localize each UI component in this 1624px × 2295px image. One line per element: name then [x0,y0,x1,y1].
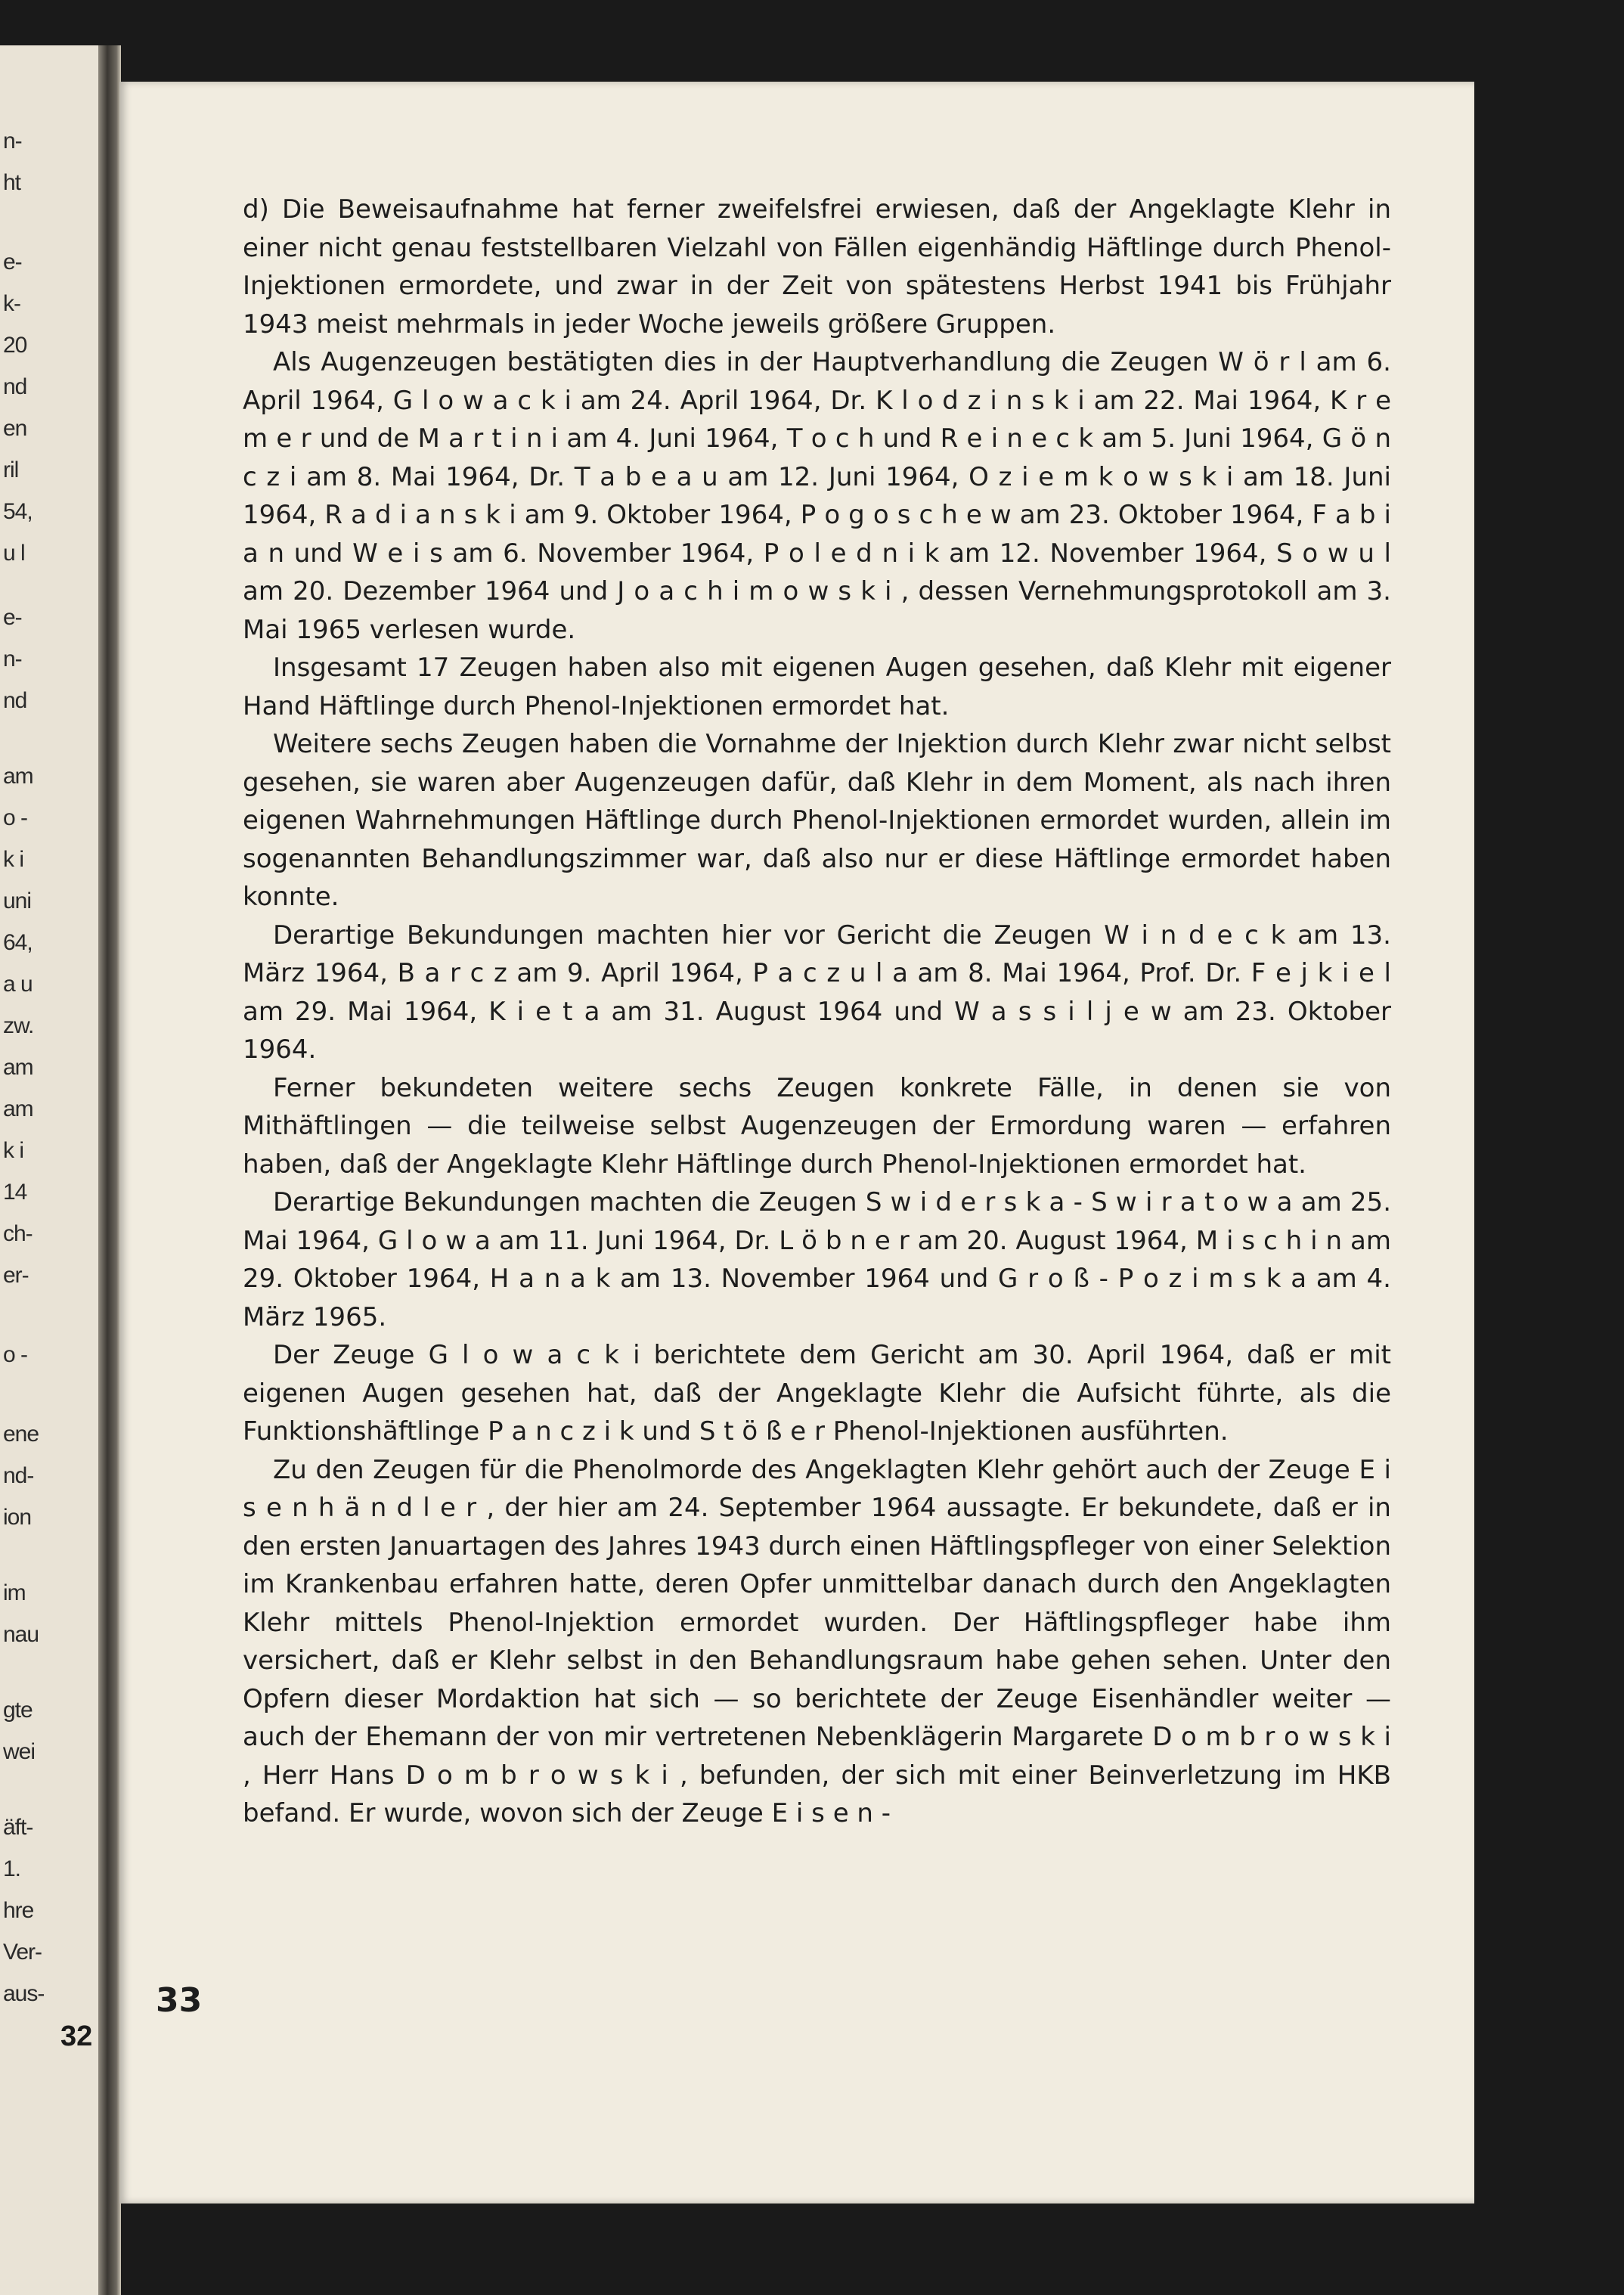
left-page-fragment: nau [3,1622,39,1647]
paragraph: d) Die Beweisaufnahme hat ferner zweifelsfrei erwiesen, daß der Angeklagte Klehr in einer nicht genau feststellbaren Vielzahl von Fällen eigenhändig Häftlinge durch Phenol-Injektionen ermordete, und zwar in der Zeit von spätestens Herbst 1941 bis Frühjahr 1943 meist mehrmals in jeder Woche jeweils größere Gruppen. [243,194,1391,340]
left-page-fragment: ion [3,1505,32,1530]
paragraph: Derartige Bekundungen machten die Zeugen S w i d e r s k a - S w i r a t o w a am 25. Mai 1964, G l o w a am 11. Juni 1964, Dr. L ö b n e r am 20. August 1964, M i s c h i n am 29. Oktober 1964, H a n a k am 13. November 1964 und G r o ß - P o z i m s k a am 4. März 1965. [243,1187,1391,1332]
left-page-edge [0,45,100,2295]
left-page-fragment: o - [3,805,28,830]
left-page-fragment: a u [3,972,33,997]
left-page-fragment: ene [3,1422,39,1447]
left-page-fragment: k i [3,847,23,872]
left-page-fragment: am [3,764,33,789]
left-page-fragment: ch- [3,1221,33,1246]
left-page-fragment: wei [3,1739,36,1764]
left-page-fragment: 1. [3,1856,21,1881]
left-page-fragment: hre [3,1898,34,1923]
left-page-fragment: nd- [3,1463,34,1488]
left-page-fragment: o - [3,1342,28,1367]
left-page-number: 32 [60,2021,93,2052]
left-page-fragment: ht [3,170,21,195]
paragraph: Ferner bekundeten weitere sechs Zeugen konkrete Fälle, in denen sie von Mithäftlingen — die teilweise selbst Augenzeugen der Ermordung waren — erfahren haben, daß der Angeklagte Klehr Häftlinge durch Phenol-Injektionen ermordet hat. [243,1072,1391,1180]
page-number: 33 [156,1981,203,2020]
paragraph: Derartige Bekundungen machten hier vor Gericht die Zeugen W i n d e c k am 13. März 1964, B a r c z am 9. April 1964, P a c z u l a am 8. Mai 1964, Prof. Dr. F e j k i e l am 29. Mai 1964, K i e t a am 31. August 1964 und W a s s i l j e w am 23. Oktober 1964. [243,920,1391,1065]
left-page-fragment: uni [3,889,32,913]
left-page-fragment: nd [3,374,27,399]
left-page-fragment: 20 [3,333,27,358]
left-page-fragment: Ver- [3,1940,42,1965]
left-page-fragment: ril [3,457,19,482]
left-page-fragment: aus- [3,1981,45,2006]
left-page-fragment: n- [3,647,22,671]
body-text [243,191,1391,1833]
left-page-fragment: nd [3,688,27,713]
paragraph: Der Zeuge G l o w a c k i berichtete dem Gericht am 30. April 1964, daß er mit eigenen Augen gesehen hat, daß der Angeklagte Klehr die Aufsicht führte, als die Funktionshäftlinge P a n c z i k und S t ö ß e r Phenol-Injektionen ausführten. [243,1340,1391,1447]
left-page-fragment: zw. [3,1013,34,1038]
paragraph: Zu den Zeugen für die Phenolmorde des Angeklagten Klehr gehört auch der Zeuge E i s e n h ä n d l e r , der hier am 24. September 1964 aussagte. Er bekundete, daß er in den ersten Januartagen des Jahres 1943 durch einen Häftlingspfleger von einer Selektion im Krankenbau erfahren hatte, deren Opfer unmittelbar danach durch den Angeklagten Klehr mittels Phenol-Injektion ermordet wurden. Der Häftlingspfleger habe ihm versichert, daß er Klehr selbst in den Behandlungsraum habe gehen sehen. Unter den Opfern dieser Mordaktion hat sich — so berichtete der Zeuge Eisenhändler weiter — auch der Ehemann der von mir vertretenen Nebenklägerin Margarete D o m b r o w s k i , Herr Hans D o m b r o w s k i , befunden, der sich mit einer Beinverletzung im HKB befand. Er wurde, wovon sich der Zeuge E i s e n - [243,1454,1391,1828]
left-page-fragment: äft- [3,1815,33,1840]
left-page-fragment: u l [3,541,25,566]
paragraph: Weitere sechs Zeugen haben die Vornahme der Injektion durch Klehr zwar nicht selbst gesehen, sie waren aber Augenzeugen dafür, daß Klehr in dem Moment, als nach ihren eigenen Wahrnehmungen Häftlinge durch Phenol-Injektionen ermordet wurden, allein im sogenannten Behandlungszimmer war, daß also nur er diese Häftlinge ermordet haben konnte. [243,729,1391,912]
left-page-fragment: am [3,1096,33,1121]
left-page-fragment: n- [3,129,22,154]
paragraph: Als Augenzeugen bestätigten dies in der Hauptverhandlung die Zeugen W ö r l am 6. April 1964, G l o w a c k i am 24. April 1964, Dr. K l o d z i n s k i am 22. Mai 1964, K r e m e r und de M a r t i n i am 4. Juni 1964, T o c h und R e i n e c k am 5. Juni 1964, G ö n c z i am 8. Mai 1964, Dr. T a b e a u am 12. Juni 1964, O z i e m k o w s k i am 18. Juni 1964, R a d i a n s k i am 9. Oktober 1964, P o g o s c h e w am 23. Oktober 1964, F a b i a n und W e i s am 6. November 1964, P o l e d n i k am 12. November 1964, S o w u l am 20. Dezember 1964 und J o a c h i m o w s k i , dessen Vernehmungsprotokoll am 3. Mai 1965 verlesen wurde. [243,347,1391,645]
left-page-fragment: er- [3,1263,29,1288]
book-gutter [98,45,121,2295]
left-page-fragment: 14 [3,1180,27,1205]
right-page [119,82,1474,2204]
left-page-fragment: e- [3,605,22,630]
paragraph: Insgesamt 17 Zeugen haben also mit eigenen Augen gesehen, daß Klehr mit eigener Hand Häftlinge durch Phenol-Injektionen ermordet hat. [243,653,1391,721]
left-page-fragment: e- [3,250,22,274]
left-page-fragment: en [3,416,27,441]
left-page-fragment: k i [3,1138,23,1163]
left-page-fragment: 54, [3,499,33,524]
left-page-fragment: im [3,1580,26,1605]
left-page-fragment: 64, [3,930,33,955]
left-page-fragment: am [3,1055,33,1080]
left-page-fragment: gte [3,1698,33,1723]
left-page-fragment: k- [3,291,20,316]
